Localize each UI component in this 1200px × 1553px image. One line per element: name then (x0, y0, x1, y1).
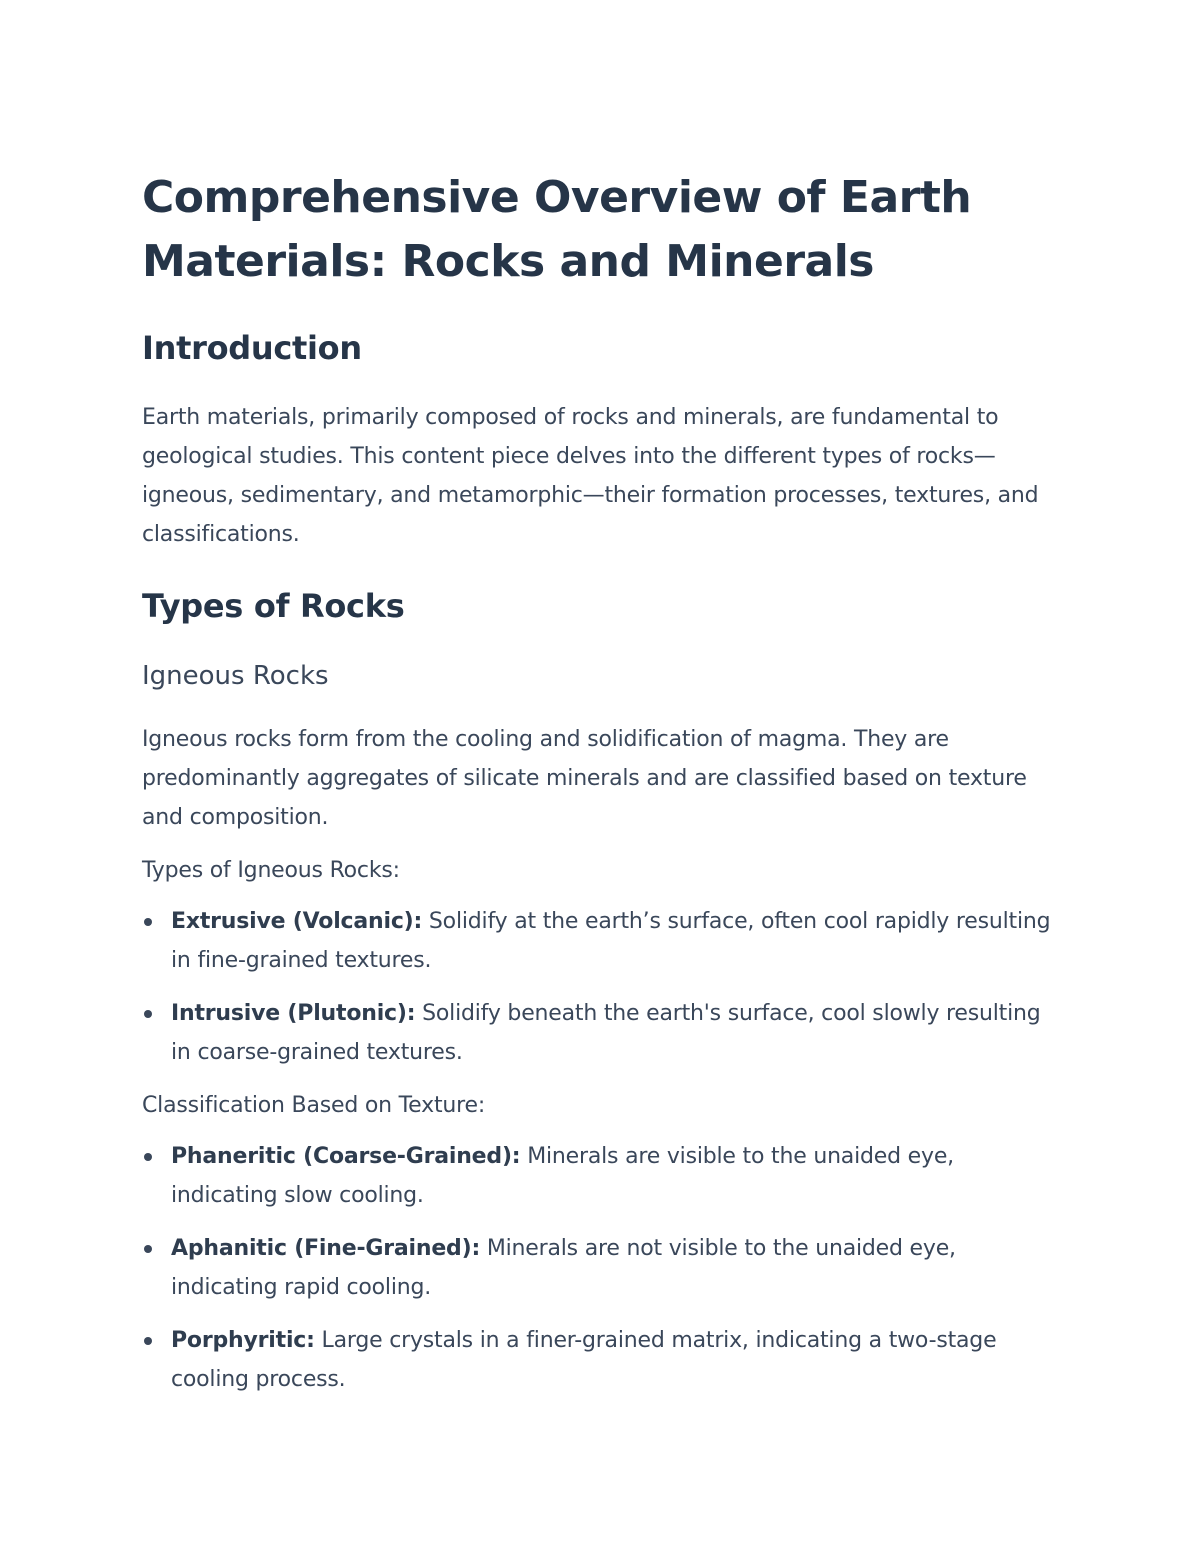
list-item-text: Minerals are visible to the unaided eye, indicating slow cooling. (171, 1144, 954, 1208)
bullet-icon (144, 918, 152, 926)
list-item-term: Phaneritic (Coarse-Grained): (171, 1144, 521, 1169)
list-item-term: Intrusive (Plutonic): (171, 1001, 416, 1026)
list-item-term: Aphanitic (Fine-Grained): (171, 1236, 481, 1261)
types-of-rocks-heading: Types of Rocks (142, 587, 405, 625)
list-item (142, 994, 1062, 1072)
list-item (142, 1229, 1062, 1307)
bullet-icon (144, 1337, 152, 1345)
igneous-types-list (142, 902, 1062, 1072)
list-item-text: Large crystals in a finer-grained matrix, indicating a two-stage cooling process. (171, 1328, 997, 1392)
bullet-icon (144, 1153, 152, 1161)
document-title: Comprehensive Overview of Earth Materials: Rocks and Minerals (142, 172, 972, 287)
list-item-term: Extrusive (Volcanic): (171, 909, 423, 934)
list-item (142, 1321, 1062, 1399)
texture-classification-list (142, 1137, 1062, 1399)
list-item-text: Solidify beneath the earth's surface, cool slowly resulting in coarse-grained textures. (171, 1001, 1041, 1065)
list-item-term: Porphyritic: (171, 1328, 315, 1353)
texture-classification-label: Classification Based on Texture: (142, 1093, 486, 1118)
list-item-text: Solidify at the earth’s surface, often cool rapidly resulting in fine-grained textures. (171, 909, 1051, 973)
list-item (142, 902, 1062, 980)
igneous-types-label: Types of Igneous Rocks: (142, 858, 400, 883)
introduction-paragraph: Earth materials, primarily composed of rocks and minerals, are fundamental to geological studies. This content piece delves into the different types of rocks—igneous, sedimentary, and metamorphic—their formation processes, textures, and classifications. (142, 405, 1039, 547)
list-item-text: Minerals are not visible to the unaided eye, indicating rapid cooling. (171, 1236, 956, 1300)
igneous-rocks-heading: Igneous Rocks (142, 661, 329, 691)
introduction-heading: Introduction (142, 329, 362, 367)
igneous-rocks-paragraph: Igneous rocks form from the cooling and solidification of magma. They are predominantly aggregates of silicate minerals and are classified based on texture and composition. (142, 727, 1027, 830)
bullet-icon (144, 1245, 152, 1253)
document-page (142, 166, 1062, 1399)
list-item (142, 1137, 1062, 1215)
bullet-icon (144, 1010, 152, 1018)
